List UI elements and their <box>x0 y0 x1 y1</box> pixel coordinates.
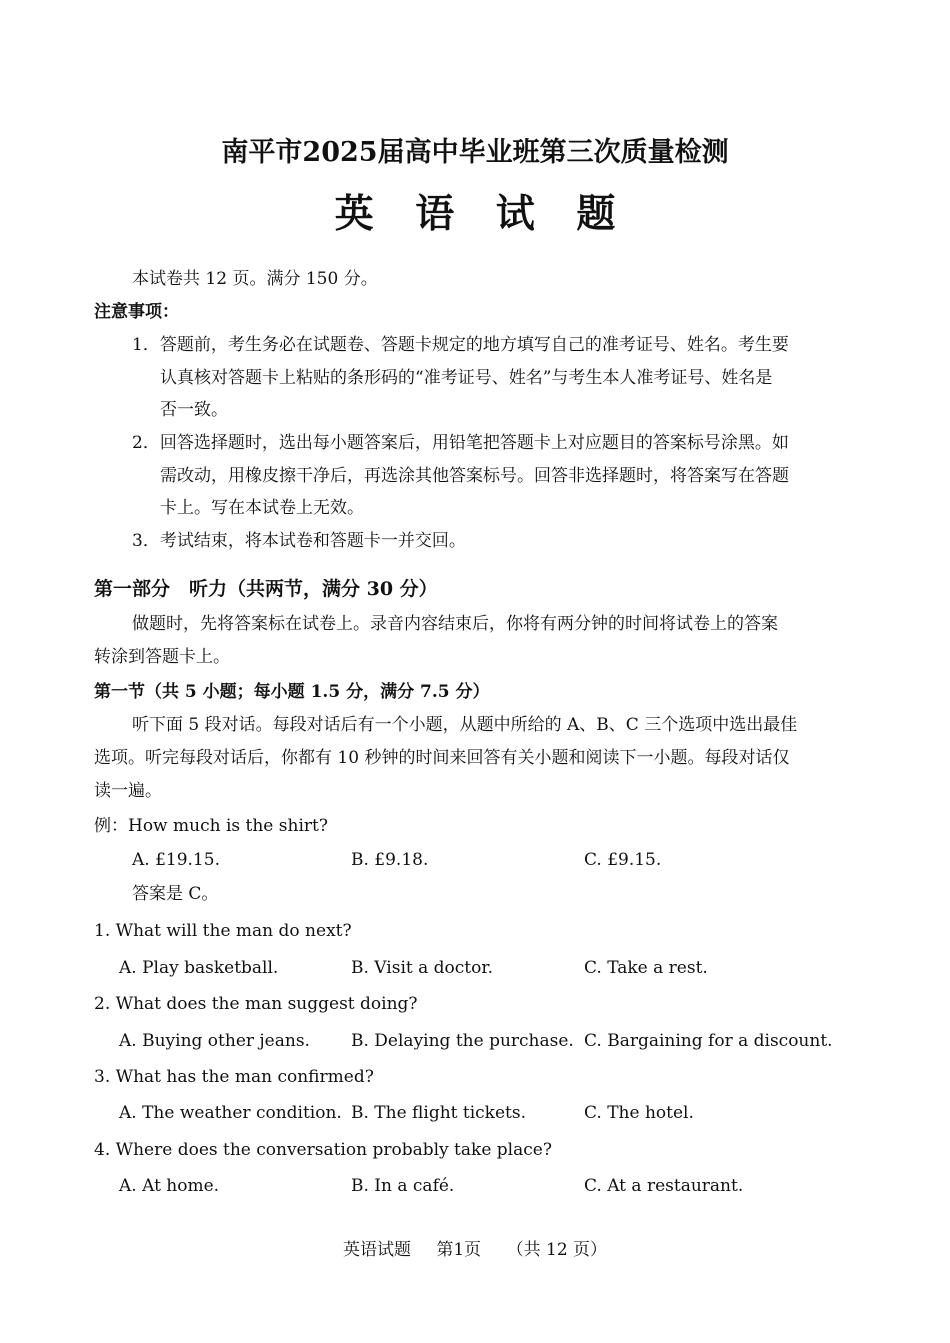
part1-desc: 做题时，先将答案标在试卷上。录音内容结束后，你将有两分钟的时间将试卷上的答案 <box>132 614 778 634</box>
exam-title: 南平市2025届高中毕业班第三次质量检测 <box>221 137 729 168</box>
notice-line: 认真核对答题卡上粘贴的条形码的“准考证号、姓名”与考生本人准考证号、姓名是 <box>160 368 773 388</box>
notice-line: 需改动，用橡皮擦干净后，再选涂其他答案标号。回答非选择题时，将答案写在答题 <box>160 466 789 486</box>
q2-option-c: C. Bargaining for a discount. <box>584 1031 833 1051</box>
section1-heading: 第一节（共 5 小题；每小题 1.5 分，满分 7.5 分） <box>94 682 490 702</box>
intro-text: 本试卷共 12 页。满分 150 分。 <box>132 269 378 289</box>
footer-total-pages: （共 12 页） <box>506 1240 608 1260</box>
notice-line: 1．答题前，考生务必在试题卷、答题卡规定的地方填写自己的准考证号、姓名。考生要 <box>132 335 789 355</box>
notice-line: 卡上。写在本试卷上无效。 <box>160 498 364 518</box>
exam-subtitle: 英 语 试 题 <box>334 191 630 237</box>
q3-option-a: A. The weather condition. <box>119 1103 342 1123</box>
part1-desc: 转涂到答题卡上。 <box>94 647 230 667</box>
question-3: 3. What has the man confirmed? <box>94 1067 374 1087</box>
q3-option-c: C. The hotel. <box>584 1103 694 1123</box>
question-1: 1. What will the man do next? <box>94 921 352 941</box>
footer-page-number: 第1页 <box>436 1240 482 1260</box>
example-question: 例：How much is the shirt? <box>94 816 328 836</box>
q1-option-c: C. Take a rest. <box>584 958 708 978</box>
section1-desc: 选项。听完每段对话后，你都有 10 秒钟的时间来回答有关小题和阅读下一小题。每段对话仅 <box>94 748 790 768</box>
notice-line: 2．回答选择题时，选出每小题答案后，用铅笔把答题卡上对应题目的答案标号涂黑。如 <box>132 433 789 453</box>
q2-option-b: B. Delaying the purchase. <box>351 1031 574 1051</box>
section1-desc: 听下面 5 段对话。每段对话后有一个小题，从题中所给的 A、B、C 三个选项中选出最佳 <box>132 715 798 735</box>
notice-line: 3．考试结束，将本试卷和答题卡一并交回。 <box>132 531 466 551</box>
q4-option-a: A. At home. <box>119 1176 220 1196</box>
q1-option-b: B. Visit a doctor. <box>351 958 494 978</box>
part1-heading: 第一部分 听力（共两节，满分 30 分） <box>94 578 438 600</box>
page-footer <box>0 1235 950 1260</box>
question-4: 4. Where does the conversation probably take place? <box>94 1140 552 1160</box>
section1-desc: 读一遍。 <box>94 781 162 801</box>
example-answer: 答案是 C。 <box>132 884 219 904</box>
q4-option-c: C. At a restaurant. <box>584 1176 744 1196</box>
q4-option-b: B. In a café. <box>351 1176 455 1196</box>
example-option-c: C. £9.15. <box>584 850 662 870</box>
q1-option-a: A. Play basketball. <box>119 958 279 978</box>
question-2: 2. What does the man suggest doing? <box>94 994 418 1014</box>
example-option-b: B. £9.18. <box>351 850 429 870</box>
footer-subject: 英语试题 <box>342 1240 411 1260</box>
notice-heading: 注意事项： <box>94 302 179 322</box>
q3-option-b: B. The flight tickets. <box>351 1103 527 1123</box>
notice-line: 否一致。 <box>160 400 228 420</box>
example-option-a: A. £19.15. <box>132 850 220 870</box>
q2-option-a: A. Buying other jeans. <box>119 1031 310 1051</box>
